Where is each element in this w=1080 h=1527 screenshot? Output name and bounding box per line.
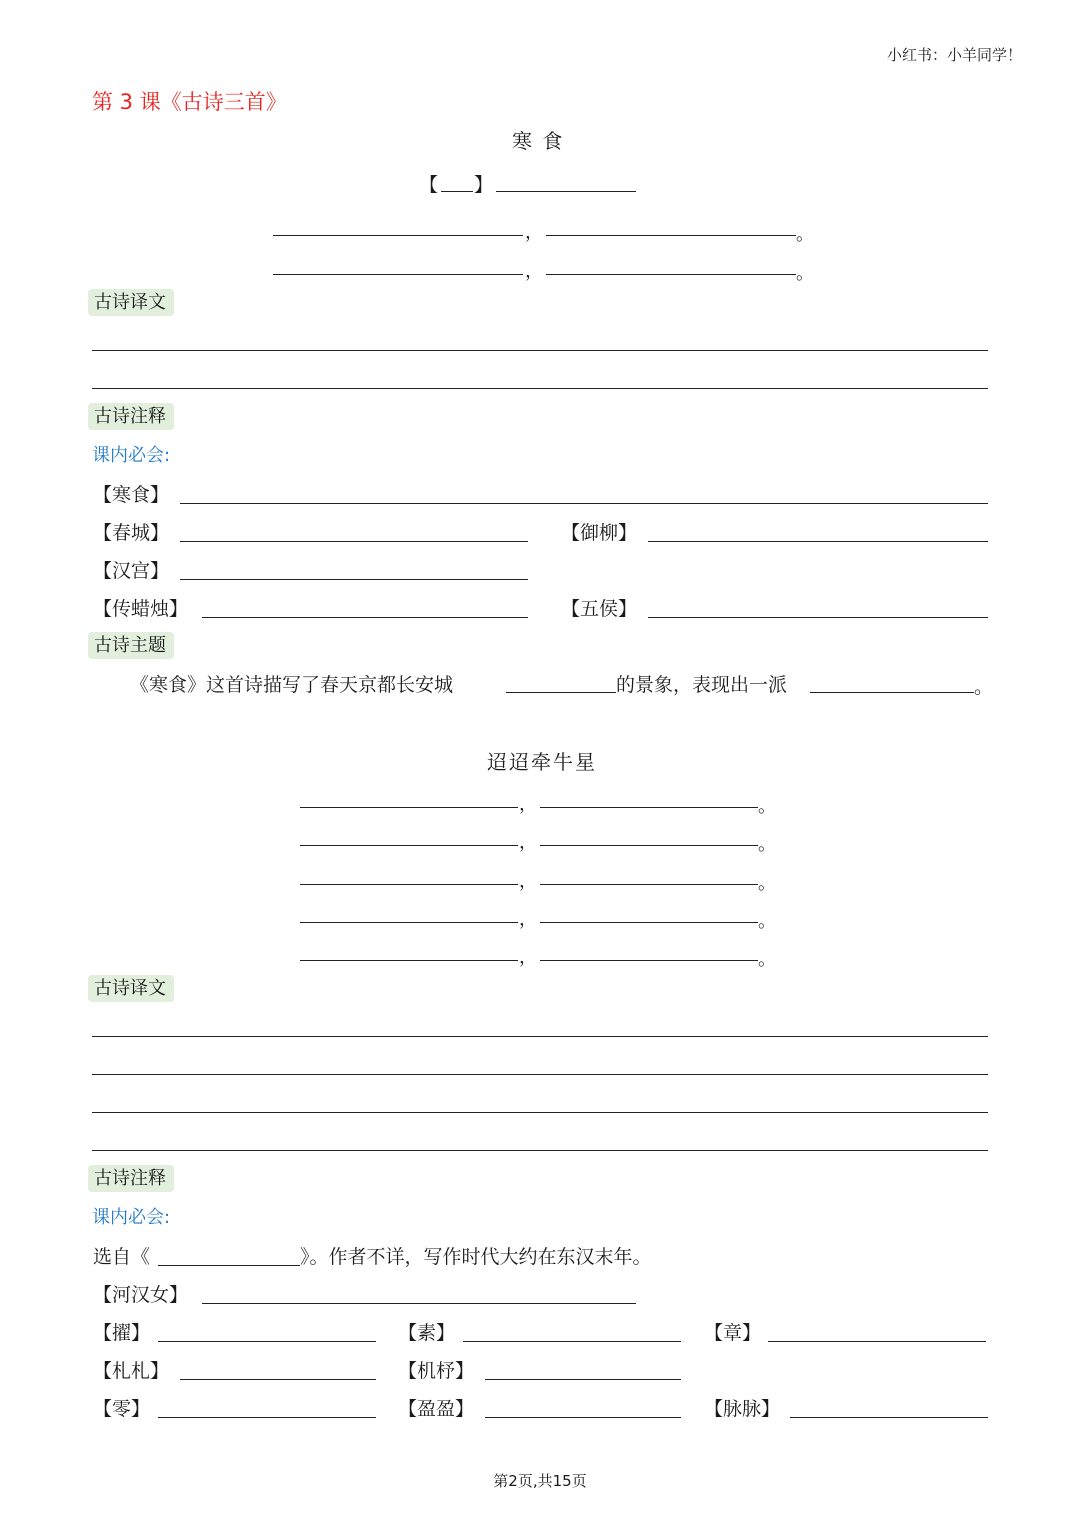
term-zhuo: 【擢】 xyxy=(93,1322,151,1344)
page-number: 第2页,共15页 xyxy=(493,1472,587,1490)
term-blank[interactable] xyxy=(158,1417,376,1418)
poem-line-blank[interactable] xyxy=(540,807,758,808)
term-blank[interactable] xyxy=(180,1379,376,1380)
translation-line[interactable] xyxy=(92,350,988,351)
poem-line-blank[interactable] xyxy=(300,922,518,923)
dynasty-open-bracket: 【 xyxy=(419,174,439,196)
term-blank[interactable] xyxy=(463,1341,681,1342)
term-su: 【素】 xyxy=(398,1322,456,1344)
term-hehannv: 【河汉女】 xyxy=(93,1284,189,1306)
dynasty-blank[interactable] xyxy=(441,191,473,192)
poem-line-blank[interactable] xyxy=(540,960,758,961)
theme-text-part3: 。 xyxy=(974,676,994,698)
dynasty-close-bracket: 】 xyxy=(474,174,494,196)
translation-line[interactable] xyxy=(92,1074,988,1075)
poem-title-tiaotiao: 迢迢牵牛星 xyxy=(487,750,597,774)
poem-line-blank[interactable] xyxy=(546,274,796,275)
comma: ， xyxy=(519,947,537,968)
term-blank[interactable] xyxy=(790,1417,988,1418)
term-wuhou: 【五侯】 xyxy=(561,598,638,620)
section-tag-translation: 古诗译文 xyxy=(88,975,174,1002)
theme-text-part1: 《寒食》这首诗描写了春天京都长安城 xyxy=(130,674,454,696)
term-zhazha: 【札札】 xyxy=(93,1360,170,1382)
must-know-label: 课内必会: xyxy=(92,1207,171,1228)
poem-line-blank[interactable] xyxy=(540,884,758,885)
period: 。 xyxy=(796,224,814,245)
translation-line[interactable] xyxy=(92,1150,988,1151)
term-blank[interactable] xyxy=(648,617,988,618)
term-hangong: 【汉宫】 xyxy=(93,560,170,582)
lesson-title: 第 3 课《古诗三首》 xyxy=(92,90,287,114)
translation-line[interactable] xyxy=(92,1112,988,1113)
must-know-label: 课内必会: xyxy=(92,445,171,466)
period: 。 xyxy=(758,873,776,894)
comma: ， xyxy=(519,909,537,930)
period: 。 xyxy=(758,834,776,855)
period: 。 xyxy=(758,796,776,817)
term-zhang: 【章】 xyxy=(704,1322,762,1344)
section-tag-theme: 古诗主题 xyxy=(88,632,174,659)
poem-line-blank[interactable] xyxy=(540,922,758,923)
poem-line-blank[interactable] xyxy=(540,845,758,846)
comma: ， xyxy=(525,222,543,243)
source-text-part1: 选自《 xyxy=(93,1246,151,1268)
term-blank[interactable] xyxy=(768,1341,986,1342)
term-blank[interactable] xyxy=(648,541,988,542)
term-blank[interactable] xyxy=(202,617,528,618)
poem-line-blank[interactable] xyxy=(546,235,796,236)
source-blank[interactable] xyxy=(158,1265,300,1266)
translation-line[interactable] xyxy=(92,388,988,389)
section-tag-notes: 古诗注释 xyxy=(88,1165,174,1192)
term-blank[interactable] xyxy=(180,503,988,504)
term-chuanlazhu: 【传蜡烛】 xyxy=(93,598,189,620)
term-yuliu: 【御柳】 xyxy=(561,522,638,544)
section-tag-translation: 古诗译文 xyxy=(88,289,174,316)
poem-title-hanshi: 寒 食 xyxy=(512,129,565,153)
comma: ， xyxy=(519,794,537,815)
term-hanshi: 【寒食】 xyxy=(93,484,170,506)
comma: ， xyxy=(519,832,537,853)
poem-line-blank[interactable] xyxy=(273,235,523,236)
section-tag-notes: 古诗注释 xyxy=(88,403,174,430)
period: 。 xyxy=(758,949,776,970)
term-blank[interactable] xyxy=(202,1303,636,1304)
header-note: 小红书：小羊同学！ xyxy=(886,46,1022,64)
comma: ， xyxy=(519,871,537,892)
translation-line[interactable] xyxy=(92,1036,988,1037)
term-blank[interactable] xyxy=(158,1341,376,1342)
term-blank[interactable] xyxy=(180,579,528,580)
source-text-part2: 》。作者不详，写作时代大约在东汉末年。 xyxy=(300,1246,652,1268)
poem-line-blank[interactable] xyxy=(300,807,518,808)
poem-line-blank[interactable] xyxy=(300,845,518,846)
comma: ， xyxy=(525,261,543,282)
term-yingying: 【盈盈】 xyxy=(398,1398,475,1420)
poem-line-blank[interactable] xyxy=(300,884,518,885)
theme-blank[interactable] xyxy=(506,692,616,693)
period: 。 xyxy=(796,263,814,284)
term-ling: 【零】 xyxy=(93,1398,151,1420)
theme-text-part2: 的景象，表现出一派 xyxy=(616,674,788,696)
term-blank[interactable] xyxy=(485,1379,681,1380)
term-chuncheng: 【春城】 xyxy=(93,522,170,544)
term-blank[interactable] xyxy=(180,541,528,542)
poem-line-blank[interactable] xyxy=(273,274,523,275)
term-maimai: 【脉脉】 xyxy=(704,1398,781,1420)
author-blank[interactable] xyxy=(496,191,636,192)
theme-blank[interactable] xyxy=(810,692,974,693)
poem-line-blank[interactable] xyxy=(300,960,518,961)
term-blank[interactable] xyxy=(485,1417,681,1418)
term-jizhu: 【机杼】 xyxy=(398,1360,475,1382)
period: 。 xyxy=(758,911,776,932)
